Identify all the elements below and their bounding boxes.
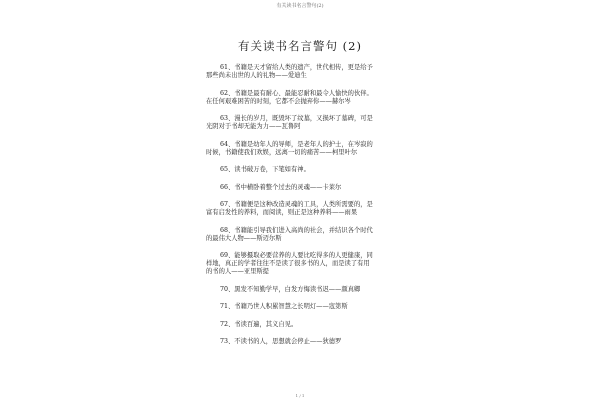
paragraph-spacer <box>206 311 384 321</box>
document-header: 有关读书名言警句(2) <box>276 3 324 9</box>
paragraph-spacer <box>206 174 384 184</box>
quote-continuation-line: 的最伟大人物——斯迈尔斯 <box>206 234 282 242</box>
quote-item <box>206 141 384 157</box>
quote-list <box>206 64 384 346</box>
paragraph-spacer <box>206 329 384 339</box>
quote-text-line: 73、不读书的人，思想就会停止——狄德罗 <box>220 338 342 345</box>
quote-continuation-line: 那些尚未出世的人的礼物——爱迪生 <box>206 72 307 79</box>
quote-item <box>206 303 384 311</box>
quote-item <box>206 227 384 243</box>
paragraph-spacer <box>206 294 384 304</box>
quote-item <box>206 252 384 276</box>
quote-text-line: 63、漫长的岁月，既毁坏了纹墓，又损坏了墓碑，可是 <box>220 115 373 122</box>
quote-text-line: 69、能够摄取必要营养的人要比吃得多的人更健康，同 <box>220 252 373 259</box>
paragraph-spacer <box>206 80 384 90</box>
paragraph-spacer <box>206 106 384 116</box>
quote-continuation-line: 的书的人——亚里斯提 <box>206 268 269 275</box>
quote-text-line: 67、书籍便是这种改造灵魂的工具，人类所需要的，是 <box>220 201 373 208</box>
paragraph-spacer <box>206 243 384 253</box>
quote-text-line: 65、读书破万卷，下笔如有神。 <box>220 166 310 173</box>
quote-continuation-line: 在任何艰难困苦的时刻，它都不会抛弃你——赫尔岑 <box>206 97 351 105</box>
quote-continuation-line: 样地，真正的学者往往不是读了很多书的人，而是读了有用 <box>206 260 370 267</box>
quote-text-line: 62、书籍是最有耐心、最能忍耐和最令人愉快的伙伴。 <box>220 89 373 97</box>
quote-item <box>206 90 384 106</box>
paragraph-spacer <box>206 192 384 202</box>
paragraph-spacer <box>206 276 384 286</box>
quote-item <box>206 184 384 192</box>
quote-item <box>206 115 384 131</box>
page-number: 1 / 1 <box>295 393 305 398</box>
quote-item <box>206 64 384 80</box>
quote-continuation-line: 光阴对于书却无能为力——瓦鲁阿 <box>206 123 301 130</box>
quote-text-line: 71、书籍乃世人积累智慧之长明灯——寇第斯 <box>220 303 348 310</box>
paragraph-spacer <box>206 157 384 167</box>
quote-item <box>206 201 384 217</box>
paragraph-spacer <box>206 217 384 227</box>
paragraph-spacer <box>206 131 384 141</box>
quote-item <box>206 286 384 294</box>
quote-text-line: 64、书籍是幼年人的导师，是老年人的护士，在岑寂的 <box>220 140 373 148</box>
document-title: 有关读书名言警句 (2) <box>238 39 362 53</box>
quote-continuation-line: 时候，书籍使我们欢娱，远离一切的痛苦——柯里叶尔 <box>206 148 358 156</box>
quote-text-line: 72、书读百遍，其义自见。 <box>220 320 298 328</box>
quote-text-line: 70、黑发不知勤学早，白发方悔读书迟——颜真卿 <box>220 285 361 293</box>
quote-continuation-line: 富有启发性的养料，而阅读，则正是这种养料——雨果 <box>206 209 358 216</box>
quote-text-line: 61、书籍是天才留给人类的遗产，世代相传，更是给予 <box>220 64 373 71</box>
quote-text-line: 68、书籍能引导我们进入高尚的社会，并结识各个时代 <box>220 226 373 234</box>
quote-item <box>206 321 384 329</box>
quote-item <box>206 338 384 346</box>
quote-text-line: 66、书中横卧着整个过去的灵魂——卡莱尔 <box>220 183 342 191</box>
quote-item <box>206 166 384 174</box>
